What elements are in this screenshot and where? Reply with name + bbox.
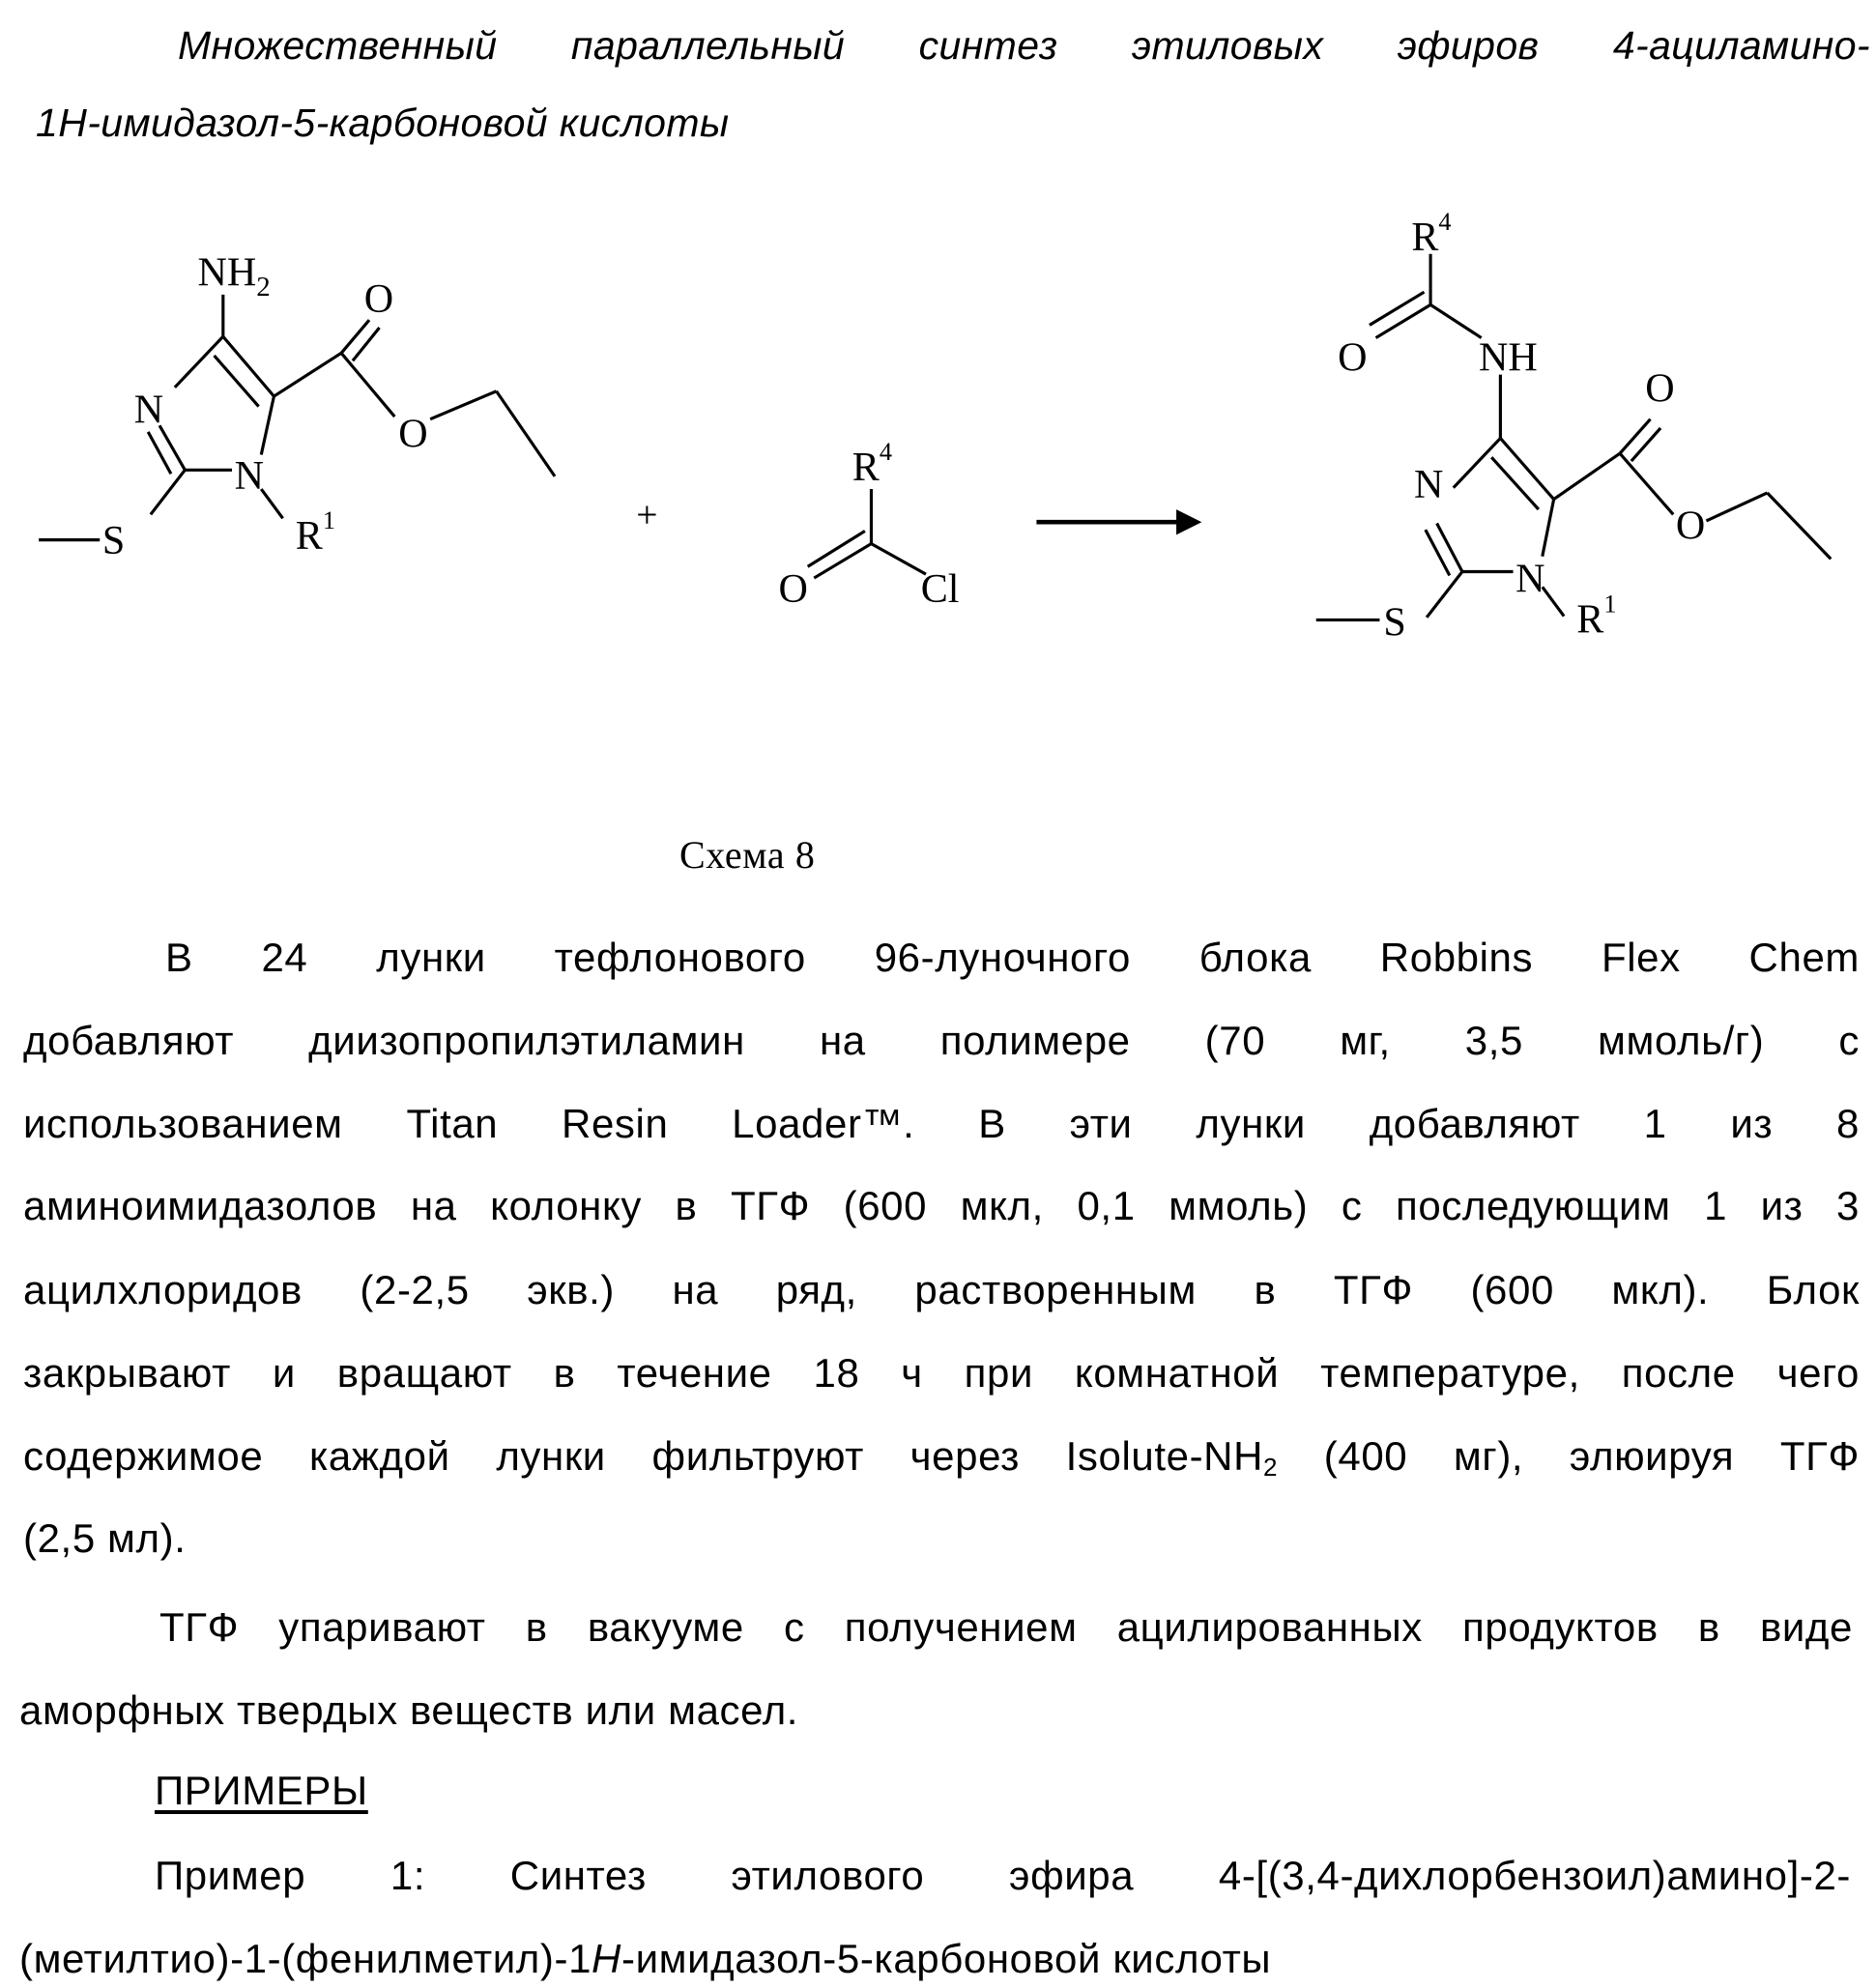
paragraph-line: аморфных твердых веществ или масел. bbox=[19, 1686, 798, 1735]
plus-sign: + bbox=[636, 493, 657, 535]
label-nh: NH bbox=[1479, 336, 1538, 381]
label-s: S bbox=[1383, 600, 1405, 645]
text: (метилтио)-1-(фенилметил)-1 bbox=[19, 1936, 592, 1981]
text-italic-h: H bbox=[592, 1936, 621, 1981]
title-text: 1 bbox=[36, 101, 58, 145]
text: -имидазол-5-карбоновой кислоты bbox=[621, 1936, 1271, 1981]
text: содержимое каждой лунки фильтруют через Isolute-NH bbox=[23, 1433, 1263, 1479]
paragraph-line: добавляют диизопропилэтиламин на полимере (70 мг, 3,5 ммоль/г) с bbox=[23, 1017, 1860, 1065]
paragraph-line: В 24 лунки тефлонового 96-луночного блока Robbins Flex Chem bbox=[165, 934, 1860, 982]
label-nh2: NH2 bbox=[198, 251, 271, 303]
reactant-acyl-chloride bbox=[778, 438, 959, 612]
label-o: O bbox=[398, 413, 427, 457]
example-line: Пример 1: Синтез этилового эфира 4-[(3,4-дихлорбензоил)амино]-2- bbox=[155, 1852, 1851, 1900]
label-n: N bbox=[235, 454, 264, 499]
label-o: O bbox=[1645, 366, 1674, 411]
subscript: 2 bbox=[1263, 1453, 1278, 1482]
label-o: O bbox=[364, 277, 393, 322]
example-line bbox=[19, 1935, 1271, 1983]
section-title-line-2 bbox=[36, 99, 729, 147]
examples-heading: ПРИМЕРЫ bbox=[155, 1767, 368, 1815]
label-n: N bbox=[134, 389, 163, 433]
paragraph-line: использованием Titan Resin Loader™. В эти лунки добавляют 1 из 8 bbox=[23, 1100, 1860, 1148]
label-cl: Cl bbox=[921, 567, 960, 612]
label-r1: R1 bbox=[296, 506, 335, 559]
label-n: N bbox=[1414, 463, 1443, 507]
reactant-aminoimidazole-ester bbox=[39, 251, 555, 563]
title-text: -имидазол-5-карбоновой кислоты bbox=[87, 101, 729, 145]
title-text: Множественный параллельный синтез этиловых эфиров 4-ациламино- bbox=[178, 21, 1870, 70]
paragraph-line: ТГФ упаривают в вакууме с получением ацилированных продуктов в виде bbox=[159, 1603, 1853, 1652]
label-r4: R4 bbox=[1411, 208, 1451, 260]
title-text-italic-h: H bbox=[58, 101, 87, 145]
label-o: O bbox=[1338, 336, 1367, 381]
product-acylamino-imidazole-ester bbox=[1316, 208, 1832, 645]
paragraph-line bbox=[23, 1432, 1860, 1481]
reaction-arrow bbox=[1036, 509, 1201, 534]
label-n: N bbox=[1515, 558, 1544, 602]
scheme-caption: Схема 8 bbox=[679, 831, 815, 879]
paragraph-line: ацилхлоридов (2-2,5 экв.) на ряд, растворенным в ТГФ (600 мкл). Блок bbox=[23, 1266, 1860, 1314]
label-r4: R4 bbox=[852, 438, 892, 490]
section-title-line-1 bbox=[178, 21, 1870, 70]
label-o: O bbox=[778, 567, 807, 612]
label-r1: R1 bbox=[1576, 591, 1616, 643]
text: (400 мг), элюируя ТГФ bbox=[1278, 1433, 1860, 1479]
label-o: O bbox=[1676, 504, 1705, 548]
paragraph-line: (2,5 мл). bbox=[23, 1514, 186, 1563]
paragraph-line: закрывают и вращают в течение 18 ч при комнатной температуре, после чего bbox=[23, 1349, 1860, 1397]
reaction-scheme bbox=[0, 190, 1876, 699]
label-s: S bbox=[102, 519, 125, 563]
paragraph-line: аминоимидазолов на колонку в ТГФ (600 мкл, 0,1 ммоль) с последующим 1 из 3 bbox=[23, 1182, 1860, 1230]
